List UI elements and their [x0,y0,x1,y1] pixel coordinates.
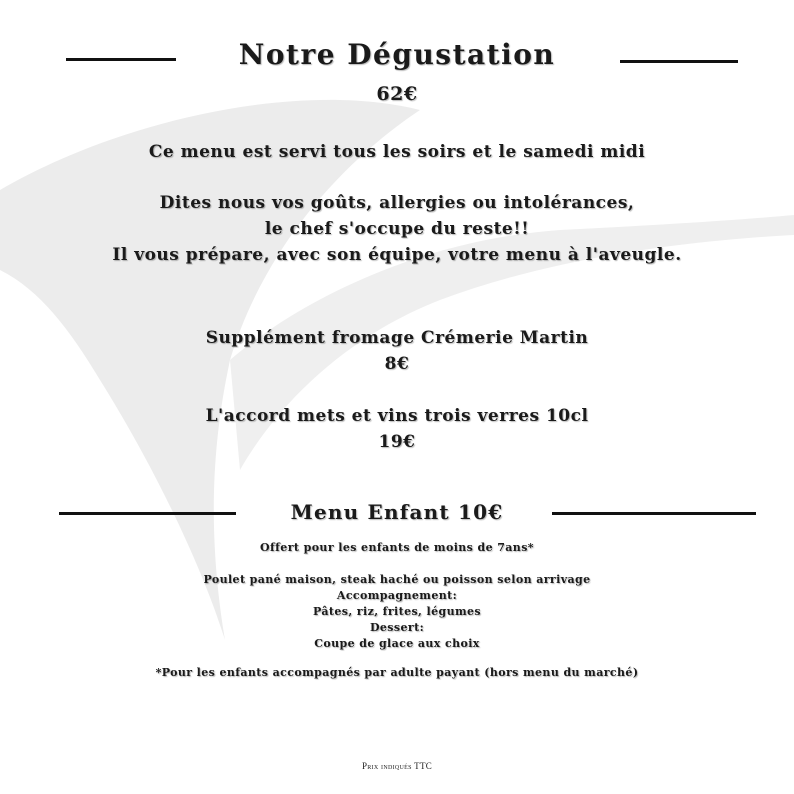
degustation-intro-line-1: Dites nous vos goûts, allergies ou intolérances, [159,193,635,213]
degustation-intro-line-2: le chef s'occupe du reste!! [264,219,530,239]
kids-side-heading: Accompagnement: [336,589,458,602]
kids-dessert: Coupe de glace aux choix [314,637,480,650]
kids-menu-title: Menu Enfant 10€ [290,500,504,524]
footer-prices-note: Prix indiqués TTC [361,761,433,771]
supplement-cheese-price: 8€ [384,354,410,374]
supplement-wine-label: L'accord mets et vins trois verres 10cl [205,406,589,426]
supplement-cheese-label: Supplément fromage Crémerie Martin [205,328,589,348]
supplement-wine-price: 19€ [378,432,416,452]
degustation-price: 62€ [376,83,418,105]
degustation-title: Notre Dégustation [238,38,556,71]
kids-offer-text: Offert pour les enfants de moins de 7ans* [260,541,534,554]
kids-footnote: *Pour les enfants accompagnés par adulte payant (hors menu du marché) [155,666,639,679]
kids-sides: Pâtes, riz, frites, légumes [312,605,482,618]
kids-dessert-heading: Dessert: [369,621,425,634]
kids-main-course: Poulet pané maison, steak haché ou poisson selon arrivage [203,573,591,586]
degustation-intro-line-3: Il vous prépare, avec son équipe, votre menu à l'aveugle. [112,245,682,265]
degustation-served-text: Ce menu est servi tous les soirs et le samedi midi [148,142,646,162]
